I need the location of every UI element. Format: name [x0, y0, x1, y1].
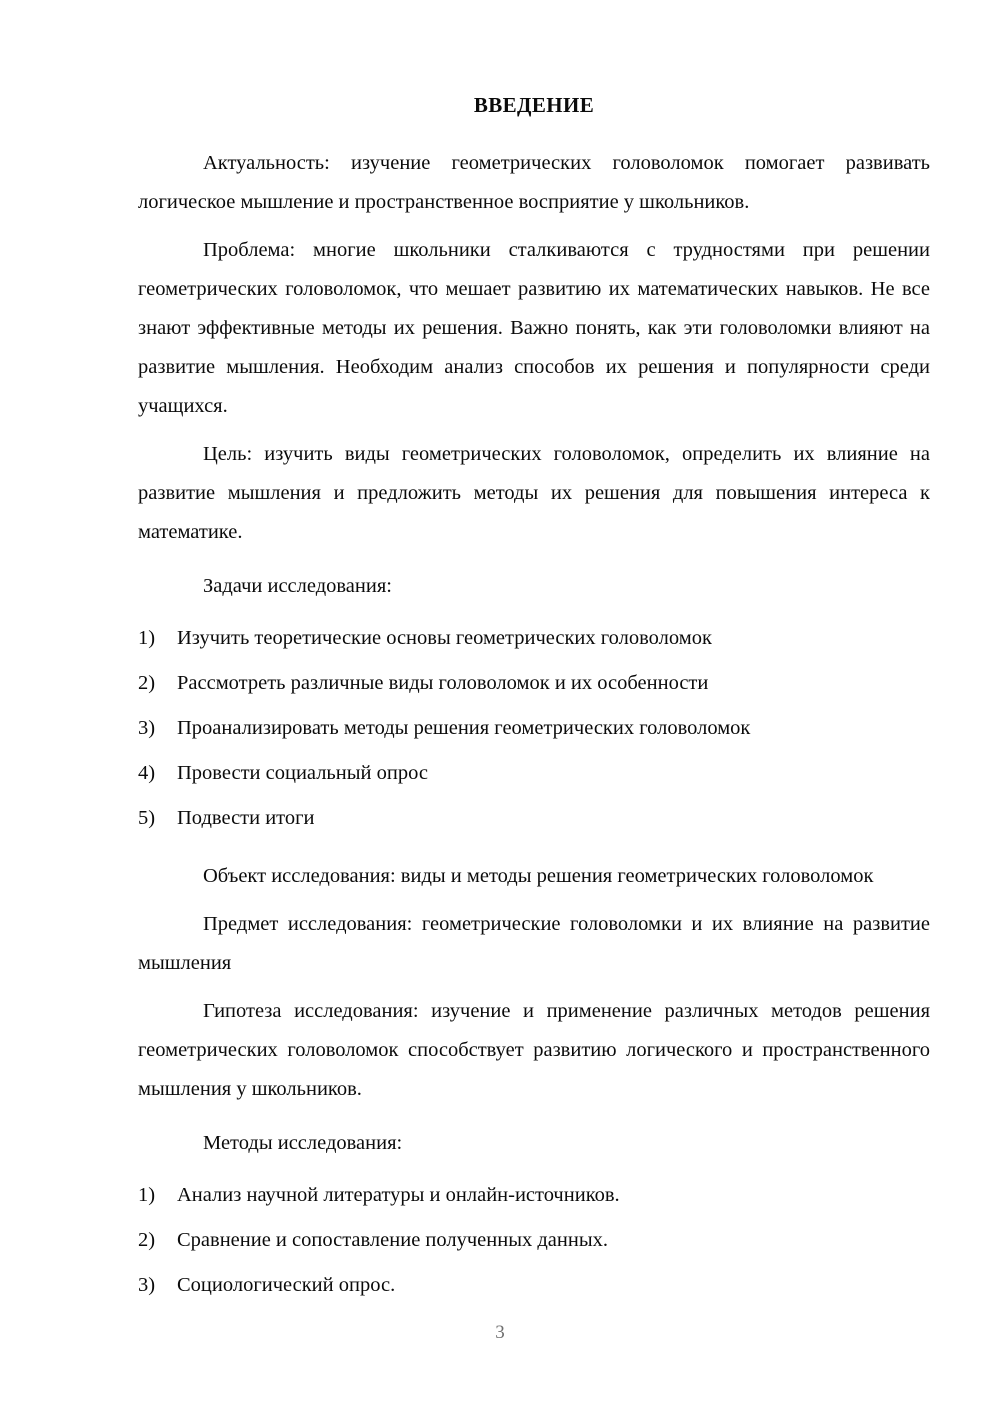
- list-item-label: Анализ научной литературы и онлайн-источников.: [177, 1184, 620, 1207]
- paragraph-problem: Проблема: многие школьники сталкиваются с трудностями при решении геометрических головоломок, что мешает развитию их математических навыков. Не все знают эффективные методы их решения. Важно понять, как эти головоломки влияют на развитие мышления. Необходим анализ способов их решения и популярности среди учащихся.: [138, 239, 930, 418]
- list-item-label: Сравнение и сопоставление полученных данных.: [177, 1229, 608, 1252]
- list-item-label: Проанализировать методы решения геометрических головоломок: [177, 717, 751, 740]
- list-item: [138, 661, 930, 706]
- list-item-marker: 5): [138, 807, 156, 830]
- tasks-list: [138, 616, 930, 841]
- paragraph-subject: Предмет исследования: геометрические головоломки и их влияние на развитие мышления: [138, 913, 930, 975]
- methods-list: [138, 1173, 930, 1308]
- list-item-label: Рассмотреть различные виды головоломок и их особенности: [177, 672, 709, 695]
- paragraph-goal: Цель: изучить виды геометрических головоломок, определить их влияние на развитие мышления и предложить методы их решения для повышения интереса к математике.: [138, 443, 930, 544]
- list-item: [138, 796, 930, 841]
- list-item-marker: 2): [138, 672, 156, 695]
- list-item: [138, 706, 930, 751]
- list-item-marker: 3): [138, 717, 156, 740]
- paragraph-relevance: Актуальность: изучение геометрических головоломок помогает развивать логическое мышление и пространственное восприятие у школьников.: [138, 152, 930, 214]
- tasks-section-label: Задачи исследования:: [203, 575, 392, 598]
- list-item-marker: 4): [138, 762, 156, 785]
- paragraph-hypothesis: Гипотеза исследования: изучение и применение различных методов решения геометрических головоломок способствует развитию логического и пространственного мышления у школьников.: [138, 1000, 930, 1101]
- list-item: [138, 1263, 930, 1308]
- list-item: [138, 751, 930, 796]
- list-item-marker: 1): [138, 1184, 156, 1207]
- list-item-marker: 2): [138, 1229, 156, 1252]
- list-item-label: Подвести итоги: [177, 807, 315, 830]
- list-item-marker: 1): [138, 627, 156, 650]
- list-item-label: Изучить теоретические основы геометрических головоломок: [177, 627, 712, 650]
- list-item-label: Провести социальный опрос: [177, 762, 428, 785]
- list-item: [138, 1218, 930, 1263]
- page-title: ВВЕДЕНИЕ: [473, 93, 595, 117]
- methods-section-label: Методы исследования:: [203, 1132, 403, 1155]
- paragraph-object: Объект исследования: виды и методы решения геометрических головоломок: [203, 865, 874, 888]
- document-body: [138, 92, 930, 1318]
- page-number: 3: [495, 1322, 505, 1343]
- list-item-marker: 3): [138, 1274, 156, 1297]
- list-item: [138, 1173, 930, 1218]
- list-item-label: Социологический опрос.: [177, 1274, 396, 1297]
- list-item: [138, 616, 930, 661]
